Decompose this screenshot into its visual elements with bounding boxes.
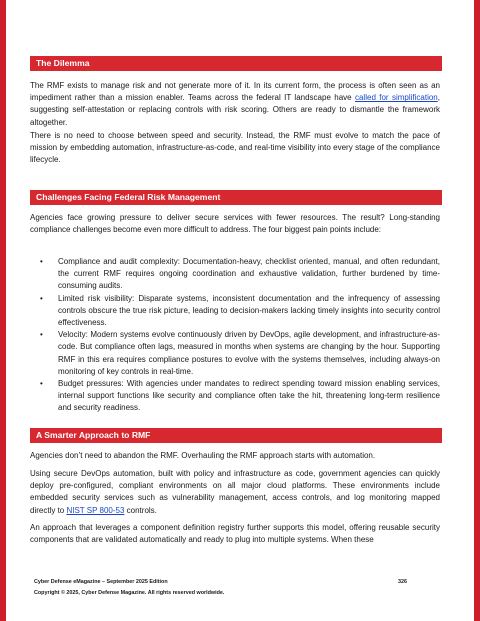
- list-item-text: Velocity: Modern systems evolve continuously driven by DevOps, agile development, and infrastructure-as-code. But compliance often lags, measured in months when systems are changing by the hour. Supporting RMF in this era requires compliance postures to evolve with the systems themselves, including always-on monitoring of key controls in real-time.: [58, 330, 440, 376]
- bullet-marker: •: [40, 330, 43, 340]
- bullet-marker: •: [40, 257, 43, 266]
- smarter-paragraph-1: Agencies don’t need to abandon the RMF. Overhauling the RMF approach starts with automation.: [30, 451, 376, 460]
- right-edge-bar: [474, 0, 480, 621]
- list-item: [30, 256, 440, 293]
- footer-copyright: Copyright © 2025, Cyber Defense Magazine. All rights reserved worldwide.: [34, 590, 225, 596]
- bullet-marker: •: [40, 379, 43, 389]
- list-item: [30, 329, 440, 378]
- list-item-text: Budget pressures: With agencies under mandates to redirect spending toward mission enabling services, internal support functions like security and compliance often take the hit, threatening long-term resilience and security readiness.: [58, 379, 440, 413]
- section-heading-challenges: Challenges Facing Federal Risk Management: [30, 190, 442, 205]
- list-item-text: Limited risk visibility: Disparate systems, inconsistent documentation and the infrequency of assessing controls obscure the true risk picture, leading to decision-makers lacking timely insights into security control effectiveness.: [58, 293, 440, 328]
- dilemma-paragraph-2: There is no need to choose between speed and security. Instead, the RMF must evolve to match the pace of mission by embedding automation, infrastructure-as-code, and real-time visibility into every stage of the compliance lifecycle.: [30, 131, 440, 165]
- dilemma-p1-text-b: , suggesting self-attestation or replacing controls with risk scoring. Others are ready to dismantle the framework altogether.: [30, 93, 440, 127]
- pain-points-list: [30, 256, 440, 415]
- smarter-paragraph-3: An approach that leverages a component definition registry further supports this model, offering reusable security components that are validated automatically and ready to plug into multiple systems. When these: [30, 523, 440, 545]
- footer-publication: Cyber Defense eMagazine – September 2025 Edition: [34, 579, 168, 585]
- smarter-paragraph-2: [30, 468, 440, 517]
- left-edge-bar: [0, 0, 6, 621]
- bullet-marker: •: [40, 293, 43, 303]
- called-for-simplification-link[interactable]: called for simplification: [354, 93, 438, 103]
- list-item: [30, 378, 440, 415]
- smarter-p2-text-b: controls.: [124, 505, 157, 515]
- smarter-p2-text-a: Using secure DevOps automation, built with policy and infrastructure as code, government agencies can quickly deploy pre-configured, compliant environments on all major cloud platforms. These environments include embedded security services such as vulnerability management, access controls, and log monitoring mapped directly to: [30, 469, 440, 515]
- section-heading-smarter-approach: A Smarter Approach to RMF: [30, 428, 442, 443]
- challenges-intro: Agencies face growing pressure to deliver secure services with fewer resources. The result? Long-standing compliance challenges become even more difficult to address. The four biggest pain points include:: [30, 213, 440, 235]
- dilemma-paragraph-1: [30, 80, 440, 129]
- section-heading-dilemma: The Dilemma: [30, 56, 442, 71]
- list-item: [30, 293, 440, 330]
- nist-sp-800-53-link[interactable]: NIST SP 800-53: [66, 505, 125, 515]
- footer-page-number: 326: [398, 579, 407, 585]
- list-item-text: Compliance and audit complexity: Documentation-heavy, checklist oriented, manual, and often redundant, the current RMF requires ongoing coordination and exhaustive validation, further burdened by time-consuming audits.: [58, 257, 440, 291]
- dilemma-p1-text-a: The RMF exists to manage risk and not generate more of it. In its current form, the process is often seen as an impediment rather than a mission enabler. Teams across the federal IT landscape have: [30, 81, 440, 103]
